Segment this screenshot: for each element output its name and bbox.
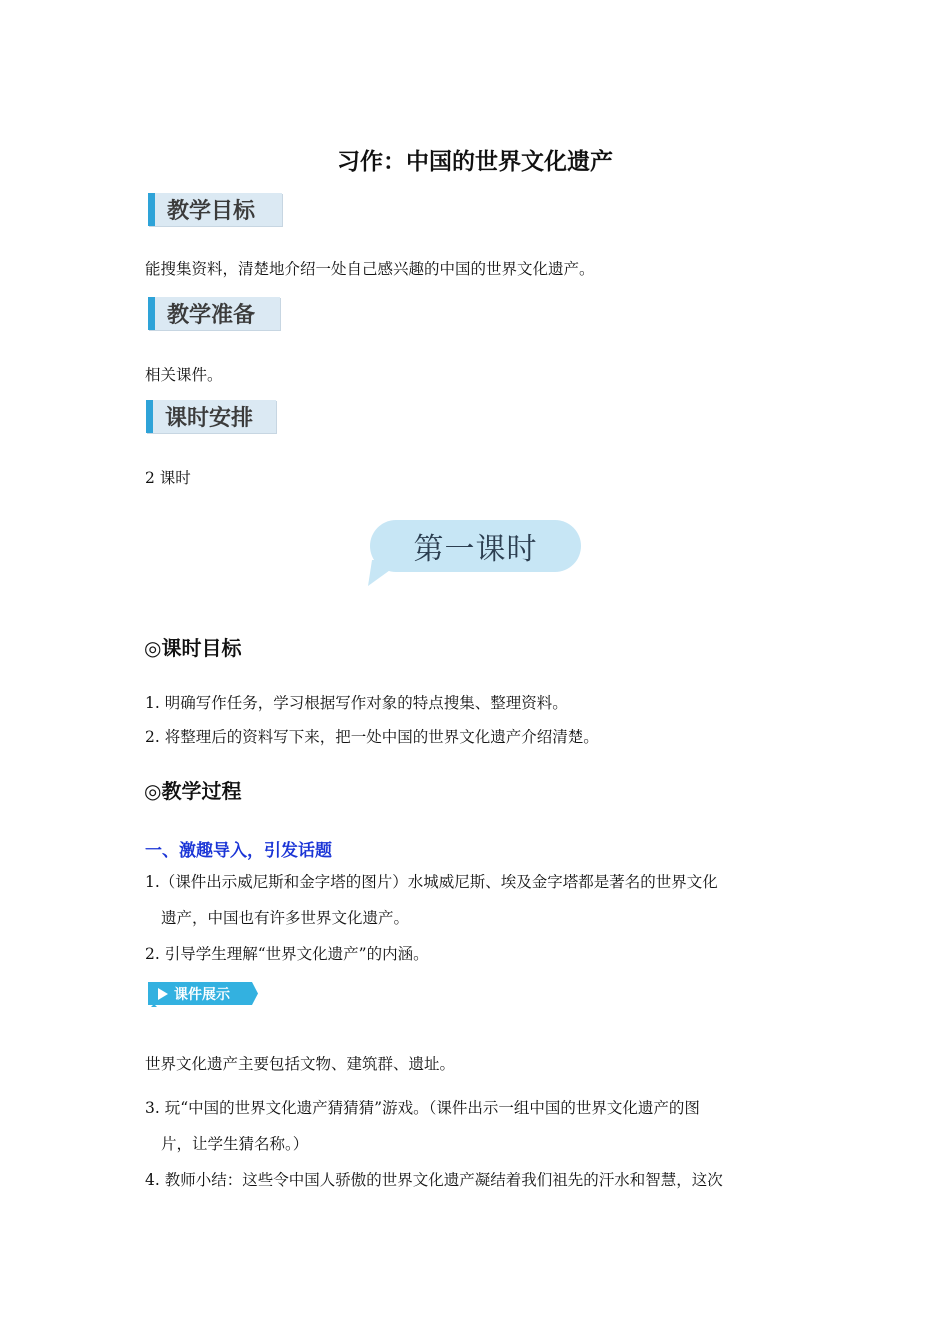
section-text-teaching-goals: 能搜集资料，清楚地介绍一处自己感兴趣的中国的世界文化遗产。 bbox=[145, 260, 595, 278]
step3-line1: 3. 玩“中国的世界文化遗产猜猜猜”游戏。（课件出示一组中国的世界文化遗产的图 bbox=[145, 1099, 700, 1117]
banner-accent-bar bbox=[148, 297, 155, 330]
banner-accent-bar bbox=[148, 193, 155, 226]
step3-line2: 片，让学生猜名称。） bbox=[161, 1135, 309, 1153]
banner-label: 教学准备 bbox=[167, 303, 256, 328]
part1-title: 一、激趣导入，引发话题 bbox=[145, 841, 332, 861]
banner-label: 课时安排 bbox=[165, 406, 254, 431]
goal-item: 2. 将整理后的资料写下来，把一处中国的世界文化遗产介绍清楚。 bbox=[145, 728, 599, 746]
courseware-badge bbox=[148, 980, 258, 1007]
play-arrow-icon bbox=[156, 987, 170, 1001]
step4-line1: 4. 教师小结：这些令中国人骄傲的世界文化遗产凝结着我们祖先的汗水和智慧，这次 bbox=[145, 1171, 723, 1189]
lesson-badge: 第一课时 bbox=[370, 520, 581, 572]
section-text-teaching-prep: 相关课件。 bbox=[145, 366, 223, 384]
section-text-schedule: 2 课时 bbox=[145, 469, 191, 487]
page-title: 习作：中国的世界文化遗产 bbox=[337, 149, 613, 175]
banner-accent-bar bbox=[146, 400, 153, 433]
process-heading: ◎教学过程 bbox=[144, 779, 242, 803]
banner-label: 教学目标 bbox=[167, 199, 256, 224]
courseware-text: 世界文化遗产主要包括文物、建筑群、遗址。 bbox=[145, 1055, 456, 1073]
goal-item: 1. 明确写作任务，学习根据写作对象的特点搜集、整理资料。 bbox=[145, 694, 568, 712]
step1-line1: 1.（课件出示威尼斯和金字塔的图片）水城威尼斯、埃及金字塔都是著名的世界文化 bbox=[145, 873, 718, 891]
section-banner-teaching-goals bbox=[148, 193, 282, 226]
section-banner-teaching-prep bbox=[148, 297, 280, 330]
step1-line2: 遗产，中国也有许多世界文化遗产。 bbox=[161, 909, 410, 927]
courseware-label: 课件展示 bbox=[174, 986, 230, 1003]
step2: 2. 引导学生理解“世界文化遗产”的内涵。 bbox=[145, 945, 429, 963]
lesson-goals-heading: ◎课时目标 bbox=[144, 636, 242, 660]
section-banner-schedule bbox=[146, 400, 276, 433]
